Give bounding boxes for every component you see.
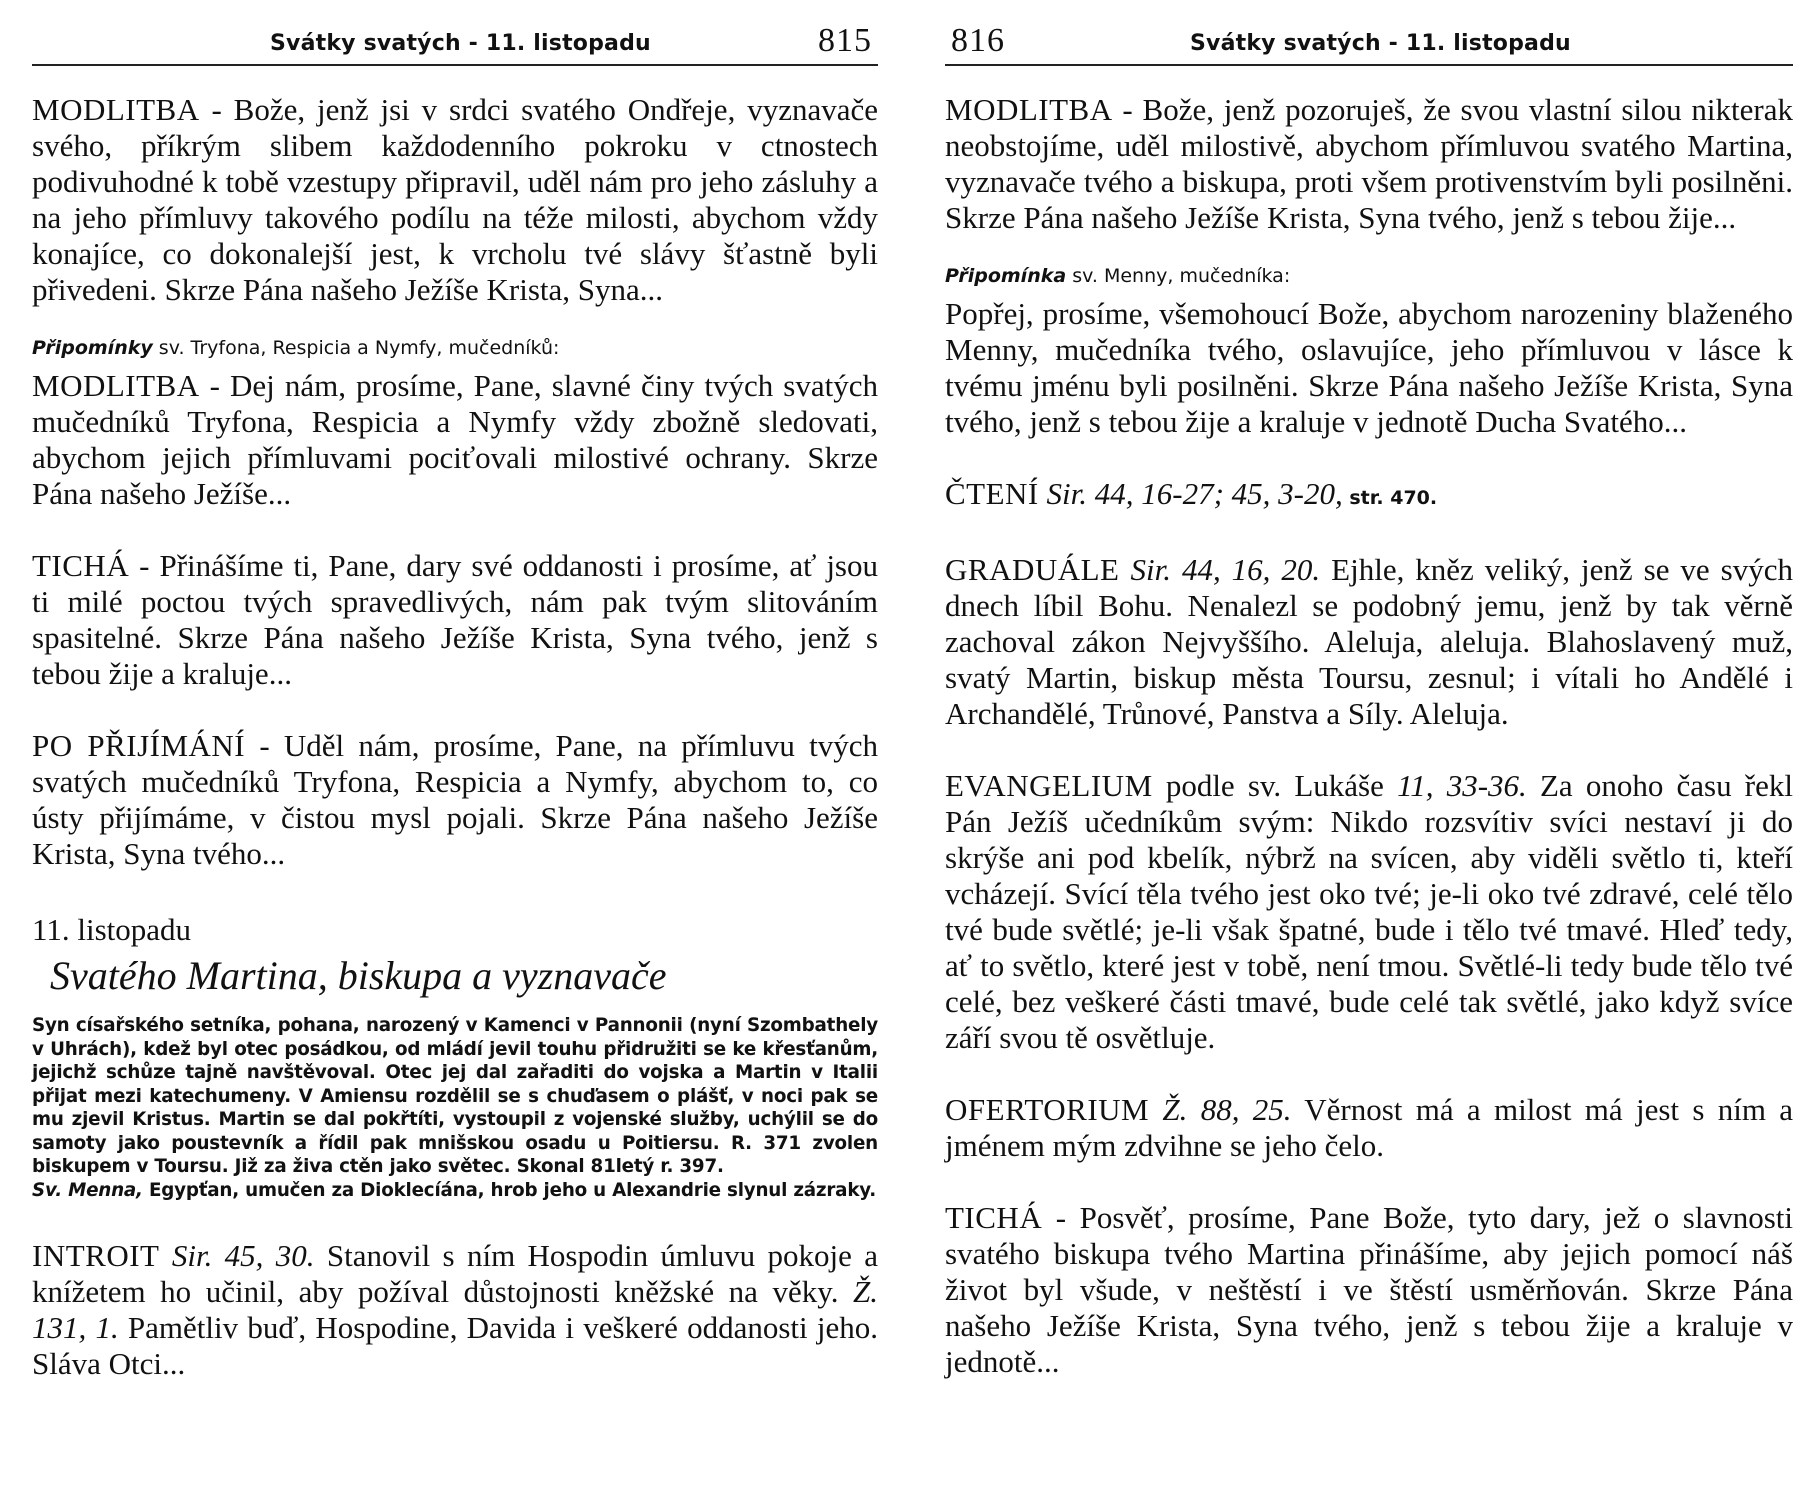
introit: [32, 1238, 878, 1382]
saint-biography: Syn císařského setníka, pohana, narozený v Kamenci v Pannonii (nyní Szombathely v Uhrách), kdež byl otec posádkou, od mládí jevil touhu přidružiti se ke křesťanům, jejichž schůze tajně navštěvoval. Otec jej dal zařaditi do vojska a Martin v Italii přijat mezi katechumeny. V Amiensu rozdělil se s chuďasem o plášť, v noci pak se mu zjevil Kristus. Martin se dal pokřtíti, vystoupil z vojenské služby, uchýlil se do samoty jako poustevník a řídil pak mnišskou osadu u Poitiersu. R. 371 zvolen biskupem v Toursu. Již za živa ctěn jako světec. Skonal 81letý r. 397.: [32, 1015, 878, 1177]
commemoration-heading: [32, 336, 878, 360]
running-title: Svátky svatých - 11. listopadu: [1190, 31, 1571, 56]
saint-menna-note: [32, 1179, 878, 1203]
secret-label: TICHÁ: [32, 548, 130, 583]
prayer-collect: [32, 92, 878, 308]
secret-label: TICHÁ: [945, 1200, 1043, 1235]
lesson-page-ref: str. 470.: [1342, 487, 1438, 509]
gradual-text: Ejhle, kněz veliký, jenž se ve svých dnech líbil Bohu. Nenalezl se podobný jemu, jenž by tak věrně zachoval zákon Nejvyššího. Aleluja, aleluja. Blahoslavený muž, svatý Martin, biskup města Toursu, zesnul; i vítali ho Andělé i Archandělé, Trůnové, Panstva a Síly. Aleluja.: [945, 552, 1793, 731]
introit-text: Stanovil s ním Hospodin úmluvu pokoje a knížetem ho učinil, aby požíval důstojnosti kněžské na věky.: [32, 1238, 878, 1309]
lesson-ref: Sir. 44, 16-27; 45, 3-20,: [1038, 476, 1343, 511]
lesson: [945, 476, 1793, 516]
postcommunion-label: PO PŘIJÍMÁNÍ: [32, 728, 246, 763]
introit-psalm-text: Pamětliv buď, Hospodine, Davida i veškeré oddanosti jeho. Sláva Otci...: [32, 1310, 878, 1381]
commemoration-lead: Připomínky: [32, 337, 153, 359]
gospel-ref: 11, 33-36.: [1397, 768, 1527, 803]
commemoration-heading: [945, 264, 1793, 288]
offertory-ref: Ž. 88, 25.: [1149, 1092, 1292, 1127]
offertory-text: Věrnost má a milost má jest s ním a jménem mým zdvihne se jeho čelo.: [945, 1092, 1793, 1163]
left-page: [32, 0, 878, 1500]
offertory-label: OFERTORIUM: [945, 1092, 1150, 1127]
feast-title: Svatého Martina, biskupa a vyznavače: [50, 953, 667, 998]
page-number: 816: [951, 22, 1005, 59]
prayer-collect: [945, 92, 1793, 236]
gospel-pre: podle sv. Lukáše: [1152, 768, 1398, 803]
postcommunion-prayer: [32, 728, 878, 872]
secret-text: - Přinášíme ti, Pane, dary své oddanosti i prosíme, ať jsou ti milé poctou tvých spravedlivých, nám pak tvým slitováním spasitelné. Skrze Pána našeho Ježíše Krista, Syna tvého, jenž s tebou žije a kraluje...: [32, 548, 878, 691]
prayer-label: MODLITBA: [32, 92, 200, 127]
left-page-header: [32, 0, 878, 66]
lesson-label: ČTENÍ: [945, 476, 1039, 511]
gospel-label: EVANGELIUM: [945, 768, 1153, 803]
psalm-ref: Ž. 131, 1.: [32, 1274, 878, 1345]
left-page-content: [32, 66, 878, 1382]
right-page: [945, 0, 1793, 1500]
secret-text: - Posvěť, prosíme, Pane Bože, tyto dary, jež o slavnosti svatého biskupa tvého Martina přinášíme, aby jejich pomocí náš život byl všude, v neštěstí i ve štěstí usměrňován. Skrze Pána našeho Ježíše Krista, Syna tvého, jenž s tebou žije a kraluje v jednotě...: [945, 1200, 1793, 1379]
commemoration-names: sv. Menny, mučedníka:: [1066, 265, 1291, 287]
page-number: 815: [818, 22, 872, 59]
gradual-ref: Sir. 44, 16, 20.: [1119, 552, 1321, 587]
prayer-text: - Bože, jenž jsi v srdci svatého Ondřeje, vyznavače svého, příkrým slibem každodenního pokroku v ctnostech podivuhodné k tobě vzestupy připravil, uděl nám pro jeho zásluhy a na jeho přímluvy takového podílu na téže milosti, abychom vždy konajíce, co dokonalejší jest, k vrcholu tvé slávy šťastně byli přivedeni. Skrze Pána našeho Ježíše Krista, Syna...: [32, 92, 878, 307]
prayer-label: MODLITBA: [945, 92, 1113, 127]
prayer-commemoration: [32, 368, 878, 512]
prayer-text: - Dej nám, prosíme, Pane, slavné činy tvých svatých mučedníků Tryfona, Respicia a Nymfy vždy zbožně sledovati, abychom jejich přímluvami pociťovali milostivé ochrany. Skrze Pána našeho Ježíše...: [32, 368, 878, 511]
menna-text: Egypťan, umučen za Dioklecíána, hrob jeho u Alexandrie slynul zázraky.: [142, 1179, 877, 1201]
postcommunion-text: - Uděl nám, prosíme, Pane, na přímluvu tvých svatých mučedníků Tryfona, Respicia a Nymfy, abychom to, co ústy přijímáme, v čistou mysl pojali. Skrze Pána našeho Ježíše Krista, Syna tvého...: [32, 728, 878, 871]
right-page-content: [945, 66, 1793, 1380]
secret-prayer: [945, 1200, 1793, 1380]
gospel-text: Za onoho času řekl Pán Ježíš učedníkům svým: Nikdo rozsvítiv svíci nestaví ji do skrýše ani pod kbelík, nýbrž na svícen, aby viděli světlo ti, kteří vcházejí. Svící těla tvého jest oko tvé; je-li oko tvé zdravé, celé tělo tvé bude světlé; je-li však špatné, bude i tělo tvé tmavé. Hleď tedy, ať to světlo, které jest v tobě, není tmou. Světlé-li tedy bude tělo tvé celé, bez veškeré části tmavé, bude celé tak světlé, jako když svíce září svou tě osvětluje.: [945, 768, 1793, 1055]
gradual-label: GRADUÁLE: [945, 552, 1120, 587]
prayer-label: MODLITBA: [32, 368, 200, 403]
introit-label: INTROIT: [32, 1238, 160, 1273]
right-page-header: [945, 0, 1793, 66]
commemoration-names: sv. Tryfona, Respicia a Nymfy, mučedníků:: [152, 337, 560, 359]
introit-ref: Sir. 45, 30.: [159, 1238, 315, 1273]
prayer-commemoration: Popřej, prosíme, všemohoucí Bože, abychom narozeniny blaženého Menny, mučedníka tvého, oslavujíce, jeho přímluvou v lásce k tvému jménu byli posilněni. Skrze Pána našeho Ježíše Krista, Syna tvého, jenž s tebou žije a kraluje v jednotě Ducha Svatého...: [945, 296, 1793, 439]
gospel: [945, 768, 1793, 1056]
commemoration-lead: Připomínka: [945, 265, 1067, 287]
secret-prayer: [32, 548, 878, 692]
feast-date: 11. listopadu: [32, 912, 192, 947]
running-title: Svátky svatých - 11. listopadu: [270, 31, 651, 56]
prayer-text: - Bože, jenž pozoruješ, že svou vlastní silou nikterak neobstojíme, uděl milostivě, abychom přímluvou svatého Martina, vyznavače tvého a biskupa, proti všem protivenstvím byli posilněni. Skrze Pána našeho Ježíše Krista, Syna tvého, jenž s tebou žije...: [945, 92, 1793, 235]
menna-lead: Sv. Menna,: [32, 1179, 143, 1201]
gradual: [945, 552, 1793, 732]
offertory: [945, 1092, 1793, 1164]
